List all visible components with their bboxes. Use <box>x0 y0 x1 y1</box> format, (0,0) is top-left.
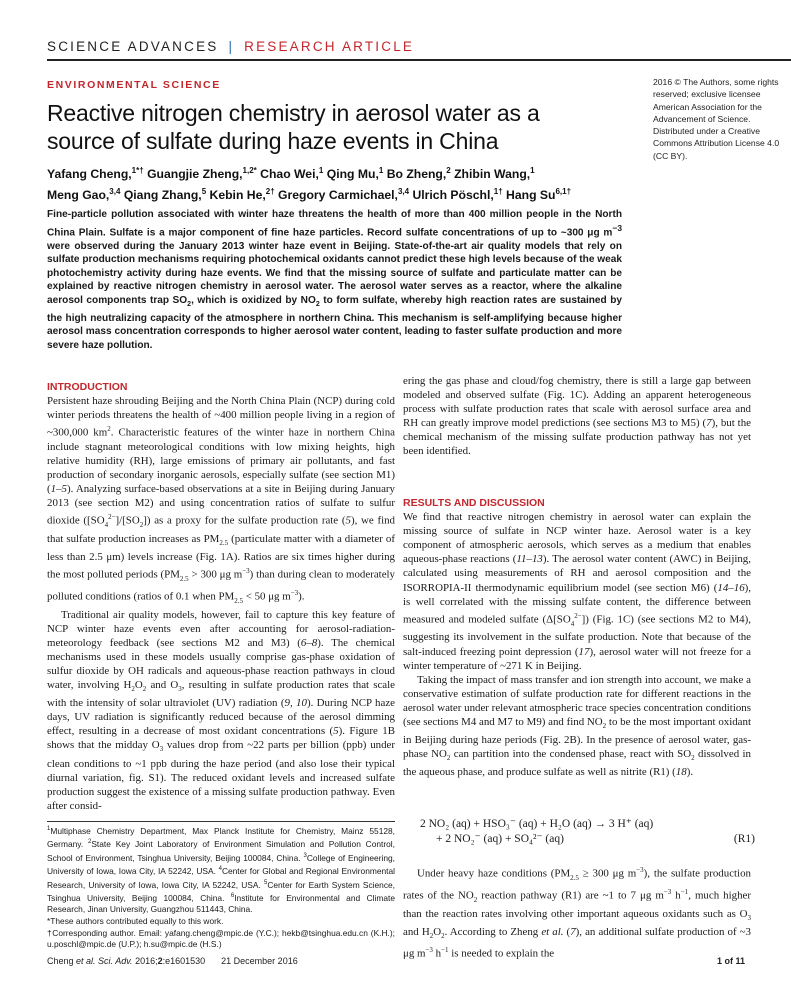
results-paragraph-1: We find that reactive nitrogen chemistry in aerosol water can explain the missing source of sulfate in NCP winter haze. Aerosol water is a key component of atmospheric aerosols, which serves as a medium that enables aqueous-phase reactions (11–13). The aerosol water content (AWC) in Beijing, calculated using measurements of RH and aerosol composition and the ISORROPIA-II thermodynamic equilibrium model (see section M6) (14–16), is well correlated with the missing sulfate content, the difference between measured and modeled sulfate $(\Delta[SO_4^{2-}])$ (Fig. 1C) (see sections M2 to M4), suggesting its involvement in the sulfate production. Note that because of the salt-induced freezing point depression (17), aerosol water will not freeze for a winter temperature of ~271 K in Beijing. <box>403 511 751 672</box>
corresponding-author-note[interactable]: †Corresponding author. Email: yafang.cheng@mpic.de (Y.C.); hekb@tsinghua.edu.cn (K.H.); u.poschl@mpic.de (U.P.); h.su@mpic.de (H.S.) <box>47 927 395 950</box>
footnotes <box>47 824 395 951</box>
citation-link[interactable]: 7 <box>706 417 712 430</box>
author[interactable]: Chao Wei,$^1$ <box>260 166 324 182</box>
header-rule <box>47 59 791 61</box>
results-paragraph-2: Taking the impact of mass transfer and ion strength into account, we make a conservative estimation of sulfate production rate for different reactions in the aerosol water under relevant atmospheric trace species concentration conditions (see sections M4 and M7 to M9) and find $NO_2$ to be the most important oxidant in Beijing during haze periods (Fig. 2B). In the presence of aerosol water, gas-phase $NO_2$ can partition into the condensed phase, react with $SO_2$ dissolved in the aqueous phase, and produce sulfate as well as nitrite (R1) (18). <box>403 673 752 779</box>
header-separator: | <box>228 39 235 54</box>
results-paragraph-3: Under heavy haze conditions ($PM_{2.5} \ge 300$ μg $m^{-3}$), the sulfate production rates of the $NO_2$ reaction pathway (R1) are ~1 to 7 μg $m^{-3}$ $h^{-1}$, much higher than the reaction rates involving other important aqueous oxidants such as $O_3$ and $H_2O_2$. According to Zheng et al. (7), an additional sulfate production of ~3 μg $m^{-3}$ $h^{-1}$ is needed to explain the <box>403 866 751 960</box>
citation-link[interactable]: 7 <box>570 925 576 938</box>
author[interactable]: Ulrich Pöschl,$^{1\dagger}$ <box>412 187 503 203</box>
abstract: Fine-particle pollution associated with winter haze threatens the health of more than 400 million people in the North China Plain. Sulfate is a major component of fine haze particles. Record sulfate concentrations of up to ~300 μg $m^{-3}$ were observed during the January 2013 winter haze event in Beijing. State-of-the-art air quality models that rely on sulfate production mechanisms requiring photochemical oxidants cannot predict these high levels because of the weak photochemistry activity during haze events. We find that the missing source of sulfate and particulate matter can be explained by reactive nitrogen chemistry in aerosol water. The aerosol water serves as a reactor, where the alkaline aerosol components trap $SO_2$, which is oxidized by $NO_2$ to form sulfate, whereby high reaction rates are sustained by the high neutralizing capacity of the atmosphere in northern China. This mechanism is self-amplifying because higher aerosol mass concentration corresponds to higher aerosol water content, leading to faster sulfate production and more severe haze pollution. <box>47 209 622 351</box>
results-heading: RESULTS AND DISCUSSION <box>403 497 545 510</box>
citation-link[interactable]: 17 <box>578 645 590 658</box>
running-head <box>47 39 414 54</box>
footer-citation: Cheng et al. Sci. Adv. 2016;2:e1601530 21 December 2016 <box>47 956 298 966</box>
intro-paragraph-1: Persistent haze shrouding Beijing and the North China Plain (NCP) during cold winter periods threatens the health of ~400 million people living in a region of ~300,000 $km^2$. Characteristic features of the winter haze in northern China include stagnant meteorological conditions with low mixing heights, high relative humidity (RH), large emissions of primary air pollutants, and fast production of secondary inorganic aerosols, especially sulfate (see section M1) (1–5). Analyzing surface-based observations at a site in Beijing during January 2013 (see section M2) and using concentration ratios of sulfate to sulfur dioxide $([SO_4^{2-}]/[SO_2])$ as a proxy for the sulfate production rate (5), we find that sulfate production increases as $PM_{2.5}$ (particulate matter with a diameter of less than 2.5 μm) levels increase (Fig. 1A). Ratios are six times higher during the most polluted periods ($PM_{2.5} > 300$ μg $m^{-3}$) than during clean to moderately polluted conditions (ratios of 0.1 when $PM_{2.5} < 50$ μg $m^{-3}$). <box>47 395 395 605</box>
author[interactable]: Meng Gao,$^{3,4}$ <box>47 187 121 203</box>
author[interactable]: Bo Zheng,$^2$ <box>386 166 451 182</box>
publication-date: 21 December 2016 <box>221 956 298 966</box>
license-notice: 2016 © The Authors, some rights reserved; exclusive licensee American Association for the Advancement of Science. Distributed under a Creative Commons Attribution License 4.0 (CC BY). <box>653 77 780 161</box>
journal-name: SCIENCE ADVANCES <box>47 39 219 54</box>
citation-link[interactable]: 1–5 <box>50 482 67 495</box>
intro-paragraph-2: Traditional air quality models, however, fail to capture this key feature of NCP winter haze events even after accounting for aerosol-radiation-meteorology feedback (see sections M2 and M3) (6–8). The chemical mechanisms used in these models usually comprise gas-phase oxidation of sulfur dioxide by OH radicals and aqueous-phase reaction pathways in cloud water, involving $H_2O_2$ and $O_3$, resulting in sulfate production rates that scale with the intensity of solar ultraviolet (UV) radiation (9, 10). During NCP haze days, UV radiation is significantly reduced because of the aerosol dimming effect, resulting in a decrease of most oxidant concentrations (5). Figure 1B shows that the midday $O_3$ values drop from ~22 parts per billion (ppb) under clean conditions to ~1 ppb during the haze period (and also lose their typical diurnal variation, fig. S1). The reduced oxidant levels and increased sulfate production suggest the existence of a missing sulfate production pathway. Even after consid- <box>47 608 395 812</box>
author[interactable]: Kebin He,$^{2\dagger}$ <box>209 187 275 203</box>
right-column-continued <box>403 863 751 961</box>
equation-line-1: 2 NO₂ (aq) + HSO₃⁻ (aq) + H₂O (aq) → 3 H⁺ (aq) <box>420 818 654 830</box>
author[interactable]: Qiang Zhang,$^5$ <box>123 187 207 203</box>
author[interactable]: Yafang Cheng,$^{1*\dagger}$ <box>47 166 144 182</box>
introduction-heading: INTRODUCTION <box>47 381 128 393</box>
author-list <box>47 162 607 204</box>
article-type: RESEARCH ARTICLE <box>244 39 415 54</box>
citation-link[interactable]: 14–16 <box>717 581 745 594</box>
affiliations: $^1$Multiphase Chemistry Department, Max Planck Institute for Chemistry, Mainz 55128, Germany. $^2$State Key Joint Laboratory of Environment Simulation and Pollution Control, School of Environment, Tsinghua University, Beijing 100084, China. $^3$College of Engineering, University of Iowa, Iowa City, IA 52242, USA. $^4$Center for Global and Regional Environmental Research, University of Iowa, Iowa City, IA 52242, USA. $^5$Center for Earth System Science, Tsinghua University, Beijing 100084, China. $^6$Institute for Environmental and Climate Research, Jinan University, Guangzhou 511443, China. <box>47 825 395 915</box>
equal-contribution-note: *These authors contributed equally to this work. <box>47 915 224 926</box>
citation-link[interactable]: 11–13 <box>516 553 543 566</box>
author[interactable]: Qing Mu,$^1$ <box>326 166 384 182</box>
citation-link[interactable]: 9, 10 <box>284 697 307 710</box>
citation-link[interactable]: 6–8 <box>300 636 318 649</box>
subject-section: ENVIRONMENTAL SCIENCE <box>47 79 221 91</box>
citation-link[interactable]: 5 <box>333 725 339 738</box>
equation-line-2: + 2 NO₂⁻ (aq) + SO₄²⁻ (aq) (R1) <box>436 833 755 845</box>
page-number: 1 of 11 <box>717 956 746 966</box>
article-title: Reactive nitrogen chemistry in aerosol water as a source of sulfate during haze events in China <box>47 100 540 154</box>
left-column <box>47 380 395 813</box>
citation-link[interactable]: 5 <box>345 514 351 527</box>
equation-label: (R1) <box>733 833 755 845</box>
citation-link[interactable]: 18 <box>675 766 687 779</box>
author[interactable]: Gregory Carmichael,$^{3,4}$ <box>278 187 410 203</box>
footnote-rule <box>47 821 395 822</box>
intro-paragraph-2-continued: ering the gas phase and cloud/fog chemistry, there is still a large gap between modeled and observed sulfate (Fig. 1C). Adding an apparent heterogeneous process with sulfate production rates that scale with aerosol surface area and RH can greatly improve model predictions (see sections M3 to M5) (7), but the chemical mechanism of the missing sulfate production pathway has not yet been identified. <box>403 375 751 458</box>
author[interactable]: Zhibin Wang,$^1$ <box>454 166 535 182</box>
right-column <box>403 374 751 779</box>
author[interactable]: Guangjie Zheng,$^{1,2*}$ <box>147 166 257 182</box>
reaction-equation-r1 <box>420 817 755 847</box>
author[interactable]: Hang $Su^{6,1\dagger}$ <box>506 187 572 203</box>
